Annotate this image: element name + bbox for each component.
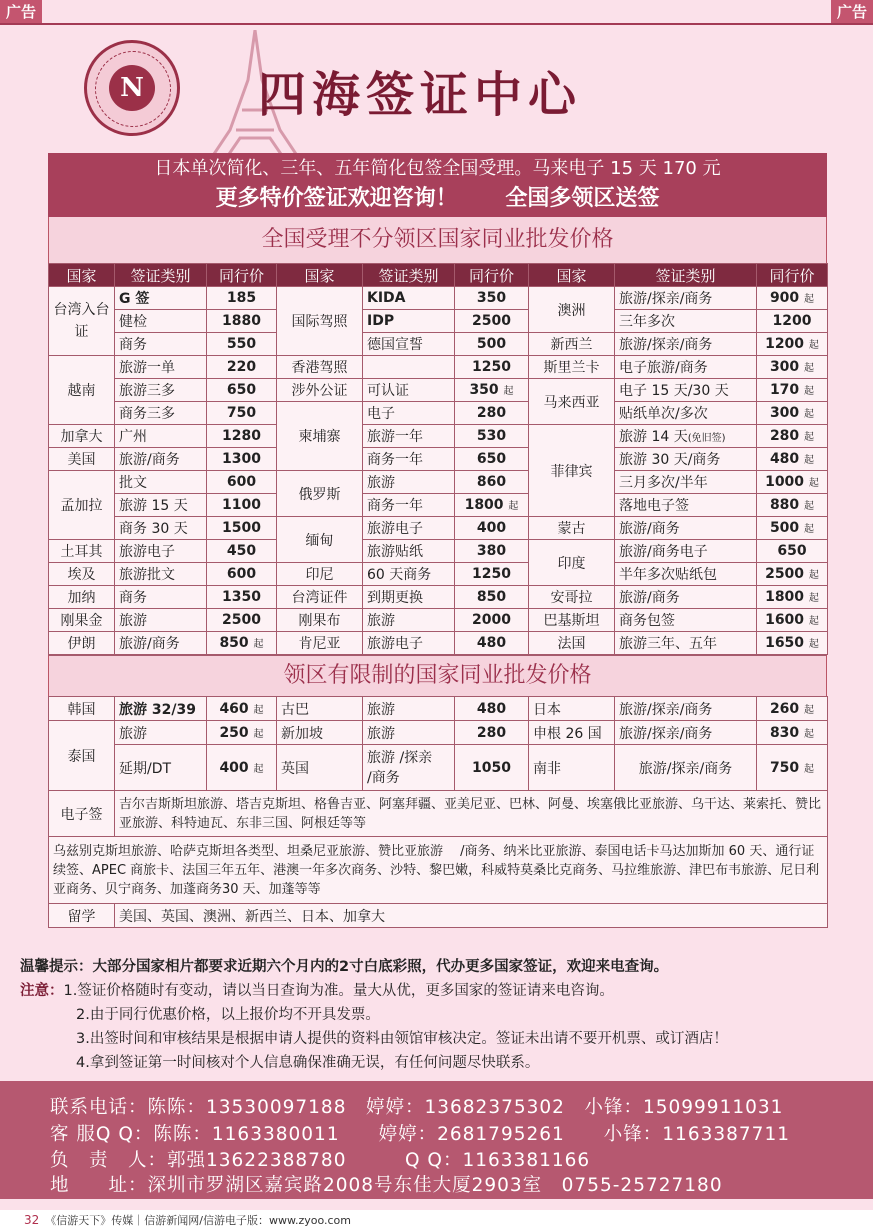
visa-type: 旅游批文 <box>115 563 207 586</box>
contact-qq: 客 服Q Q：陈陈：1163380011 婷婷：2681795261 小锋：1163387711 <box>50 1124 790 1145</box>
country-cell: 申根 26 国 <box>529 721 615 745</box>
header-cell: 国家 <box>529 264 615 287</box>
table-row <box>49 310 828 333</box>
table-row <box>49 356 828 379</box>
visa-type: IDP <box>363 310 455 333</box>
table-row <box>49 494 828 517</box>
price-cell <box>757 448 828 471</box>
price: 1200 <box>765 336 805 352</box>
price: 650 <box>455 448 529 471</box>
country-cell: 斯里兰卡 <box>529 356 615 379</box>
price: 260 <box>769 700 800 717</box>
country-cell: 香港驾照 <box>277 356 363 379</box>
price-cell <box>207 632 277 655</box>
price-suffix: 起 <box>804 704 815 716</box>
country-cell: 缅甸 <box>277 517 363 563</box>
visa-type: 批文 <box>115 471 207 494</box>
header-cell: 国家 <box>277 264 363 287</box>
price-cell <box>757 632 828 655</box>
price-suffix: 起 <box>804 409 815 420</box>
page-number: 32 <box>24 1213 40 1227</box>
price: 1500 <box>207 517 277 540</box>
country-cell: 日本 <box>529 697 615 721</box>
price-suffix: 起 <box>804 455 815 466</box>
table-row <box>49 586 828 609</box>
visa-type: 旅游 <box>363 697 455 721</box>
price-cell <box>757 356 828 379</box>
tips-section <box>20 955 870 1075</box>
price: 480 <box>455 632 529 655</box>
visa-type: 旅游/探亲/商务 <box>615 287 757 310</box>
price: 280 <box>455 402 529 425</box>
price-suffix: 起 <box>804 432 815 443</box>
country-cell: 柬埔寨 <box>277 402 363 471</box>
price-cell <box>757 609 828 632</box>
country-cell: 印度 <box>529 540 615 586</box>
country-cell: 伊朗 <box>49 632 115 655</box>
price: 280 <box>769 428 800 444</box>
price: 1000 <box>765 474 805 490</box>
country-cell: 南非 <box>529 745 615 791</box>
visa-type: 旅游 <box>363 609 455 632</box>
header-cell: 签证类别 <box>115 264 207 287</box>
visa-type: 旅游电子 <box>363 517 455 540</box>
price: 850 <box>219 635 249 651</box>
visa-type: 旅游 /探亲 <box>367 749 433 766</box>
visa-type: G 签 <box>115 287 207 310</box>
price-panel <box>48 153 827 928</box>
country-cell: 电子签 <box>49 791 115 837</box>
country-cell: 泰国 <box>49 721 115 791</box>
visa-type: 旅游/探亲/商务 <box>615 745 757 791</box>
visa-type: 电子 <box>363 402 455 425</box>
visa-type <box>363 356 455 379</box>
visa-type: 旅游/商务电子 <box>615 540 757 563</box>
contact-address: 地 址：深圳市罗湖区嘉宾路2008号东佳大厦2903室 0755-25727180 <box>50 1175 723 1196</box>
note-1-line <box>20 979 870 1003</box>
table-row <box>49 402 828 425</box>
price: 170 <box>769 382 800 398</box>
visa-type: /商务 <box>367 769 400 786</box>
price-cell <box>757 402 828 425</box>
price-cell <box>757 745 828 791</box>
country-cell: 刚果布 <box>277 609 363 632</box>
visa-type: 到期更换 <box>363 586 455 609</box>
price-cell <box>757 517 828 540</box>
price: 220 <box>207 356 277 379</box>
brand-title: 四海签证中心 <box>258 67 583 123</box>
price-suffix: 起 <box>808 478 819 489</box>
price: 1800 <box>464 497 504 513</box>
price: 1800 <box>765 589 805 605</box>
price: 600 <box>207 471 277 494</box>
price: 500 <box>769 520 800 536</box>
price: 750 <box>207 402 277 425</box>
price: 880 <box>769 497 800 513</box>
price: 185 <box>207 287 277 310</box>
price: 1880 <box>207 310 277 333</box>
price-table-2 <box>48 696 828 928</box>
visa-type: 旅游一单 <box>115 356 207 379</box>
country-cell: 美国 <box>49 448 115 471</box>
ad-tag-left: 广告 <box>0 0 42 24</box>
visa-note: (免旧签) <box>687 433 726 444</box>
price-suffix: 起 <box>804 728 815 740</box>
table-row <box>49 609 828 632</box>
note-3: 3.出签时间和审核结果是根据申请人提供的资料由领馆审核决定。签证未出请不要开机票、或订酒店！ <box>76 1031 728 1047</box>
price: 1600 <box>765 612 805 628</box>
visa-type: 旅游 <box>115 609 207 632</box>
price-cell <box>455 494 529 517</box>
price-suffix: 起 <box>253 728 264 740</box>
country-cell: 韩国 <box>49 697 115 721</box>
visa-type: 广州 <box>115 425 207 448</box>
visa-type: 旅游电子 <box>115 540 207 563</box>
note-4: 4.拿到签证第一时间核对个人信息确保准确无误，有任何问题尽快联系。 <box>76 1055 540 1071</box>
country-cell: 台湾证件 <box>277 586 363 609</box>
price: 460 <box>219 700 249 717</box>
visa-type: 旅游 30 天/商务 <box>615 448 757 471</box>
visa-type: 旅游 14 天 <box>619 429 688 445</box>
price: 2500 <box>455 310 529 333</box>
price: 480 <box>769 451 800 467</box>
price: 850 <box>455 586 529 609</box>
price: 830 <box>769 724 800 741</box>
table-row <box>49 632 828 655</box>
visa-type: 旅游/商务 <box>115 448 207 471</box>
price: 600 <box>207 563 277 586</box>
ad-tag-right: 广告 <box>831 0 873 24</box>
country-cell: 安哥拉 <box>529 586 615 609</box>
table-row <box>49 904 828 928</box>
country-cell: 新西兰 <box>529 333 615 356</box>
price: 900 <box>769 290 800 306</box>
visa-type: 旅游/商务 <box>615 586 757 609</box>
visa-type: 半年多次贴纸包 <box>615 563 757 586</box>
section-1-title: 全国受理不分领区国家同业批发价格 <box>48 217 827 263</box>
price: 1200 <box>757 310 828 333</box>
header-cell: 签证类别 <box>363 264 455 287</box>
table-row <box>49 837 828 904</box>
price-cell <box>207 721 277 745</box>
price: 450 <box>207 540 277 563</box>
visa-type: 旅游三年、五年 <box>615 632 757 655</box>
price: 250 <box>219 724 249 741</box>
table-header-row <box>49 264 828 287</box>
visa-type: 可认证 <box>363 379 455 402</box>
country-cell: 加纳 <box>49 586 115 609</box>
table-row <box>49 721 828 745</box>
price: 1250 <box>455 563 529 586</box>
visa-type: 旅游三多 <box>115 379 207 402</box>
table-row <box>49 471 828 494</box>
visa-type: 旅游/商务 <box>615 517 757 540</box>
table-row <box>49 540 828 563</box>
visa-type: 电子 15 天/30 天 <box>615 379 757 402</box>
price: 500 <box>455 333 529 356</box>
visa-type-cell <box>363 745 455 791</box>
header-cell: 国家 <box>49 264 115 287</box>
price: 1650 <box>765 635 805 651</box>
table-row <box>49 745 828 791</box>
study-countries: 美国、英国、澳洲、新西兰、日本、加拿大 <box>115 904 828 928</box>
visa-type: 三月多次/半年 <box>615 471 757 494</box>
note-label: 注意： <box>20 983 64 999</box>
price: 860 <box>455 471 529 494</box>
price-suffix: 起 <box>804 763 815 775</box>
country-cell: 英国 <box>277 745 363 791</box>
price-cell <box>757 697 828 721</box>
price: 2000 <box>455 609 529 632</box>
table-row <box>49 791 828 837</box>
price-cell <box>757 471 828 494</box>
country-cell: 蒙古 <box>529 517 615 540</box>
price: 750 <box>769 759 800 776</box>
price-suffix: 起 <box>808 616 819 627</box>
country-cell: 法国 <box>529 632 615 655</box>
price: 350 <box>469 382 499 398</box>
visa-type: 商务 <box>115 586 207 609</box>
header-cell: 同行价 <box>757 264 828 287</box>
price-cell <box>757 563 828 586</box>
price: 650 <box>757 540 828 563</box>
country-cell: 涉外公证 <box>277 379 363 402</box>
visa-type: 旅游 <box>363 471 455 494</box>
price: 530 <box>455 425 529 448</box>
visa-type: 旅游 <box>363 721 455 745</box>
contact-block <box>0 1081 873 1199</box>
visa-type-cell <box>615 425 757 448</box>
page-footer <box>0 1210 873 1230</box>
price: 2500 <box>207 609 277 632</box>
country-cell: 肯尼亚 <box>277 632 363 655</box>
note-2: 2.由于同行优惠价格，以上报价均不开具发票。 <box>76 1007 380 1023</box>
price: 1050 <box>455 745 529 791</box>
visa-type: 旅游贴纸 <box>363 540 455 563</box>
country-cell: 土耳其 <box>49 540 115 563</box>
price: 300 <box>769 405 800 421</box>
price-cell <box>757 379 828 402</box>
country-cell: 俄罗斯 <box>277 471 363 517</box>
visa-type: 旅游一年 <box>363 425 455 448</box>
misc-services-list: 乌兹别克斯坦旅游、哈萨克斯坦各类型、坦桑尼亚旅游、赞比亚旅游 /商务、纳米比亚旅游、泰国电话卡马达加斯加 60 天、通行证续签、APEC 商旅卡、法国三年五年、港澳一年多次商务、沙特、黎巴嫩，科威特莫桑比克商务、马拉维旅游、津巴布韦旅游、尼日利亚商务、贝宁商务、加蓬商务30 天、加蓬等等 <box>49 837 828 904</box>
price: 2500 <box>765 566 805 582</box>
visa-type: 旅游/探亲/商务 <box>615 697 757 721</box>
price-cell <box>757 721 828 745</box>
price-suffix: 起 <box>804 294 815 305</box>
price: 480 <box>455 697 529 721</box>
price-cell <box>757 287 828 310</box>
price: 1300 <box>207 448 277 471</box>
price-cell <box>757 425 828 448</box>
country-cell: 加拿大 <box>49 425 115 448</box>
country-cell: 孟加拉 <box>49 471 115 540</box>
top-divider <box>0 23 873 25</box>
banner-line-1: 日本单次简化、三年、五年简化包签全国受理。马来电子 15 天 170 元 <box>48 153 827 185</box>
price-suffix: 起 <box>804 386 815 397</box>
visa-type: 电子旅游/商务 <box>615 356 757 379</box>
note-1: 1.签证价格随时有变动，请以当日查询为准。量大从优，更多国家的签证请来电咨询。 <box>63 983 614 999</box>
price-suffix: 起 <box>253 704 264 716</box>
price: 1280 <box>207 425 277 448</box>
price-cell <box>757 494 828 517</box>
table-row <box>49 379 828 402</box>
price-cell <box>455 379 529 402</box>
visa-type: 旅游 32/39 <box>115 697 207 721</box>
visa-type: 商务一年 <box>363 494 455 517</box>
price: 650 <box>207 379 277 402</box>
visa-type: 旅游电子 <box>363 632 455 655</box>
price-suffix: 起 <box>808 340 819 351</box>
price-suffix: 起 <box>508 501 519 512</box>
price: 300 <box>769 359 800 375</box>
visa-type: 旅游 15 天 <box>115 494 207 517</box>
price: 350 <box>455 287 529 310</box>
header-cell: 签证类别 <box>615 264 757 287</box>
visa-type: KIDA <box>363 287 455 310</box>
footer-text: 《信游天下》传媒｜信游新闻网/信游电子版：www.zyoo.com <box>45 1214 352 1227</box>
section-2-title: 领区有限制的国家同业批发价格 <box>48 655 827 696</box>
price: 1250 <box>455 356 529 379</box>
visa-type: 商务 <box>115 333 207 356</box>
price-suffix: 起 <box>808 639 819 650</box>
visa-type: 落地电子签 <box>615 494 757 517</box>
price-table-1 <box>48 263 828 655</box>
visa-type: 旅游 <box>115 721 207 745</box>
visa-type: 旅游/探亲/商务 <box>615 721 757 745</box>
visa-type: 健检 <box>115 310 207 333</box>
country-cell: 越南 <box>49 356 115 425</box>
visa-type: 商务一年 <box>363 448 455 471</box>
price: 380 <box>455 540 529 563</box>
country-cell: 国际驾照 <box>277 287 363 356</box>
e-visa-list: 吉尔吉斯斯坦旅游、塔吉克斯坦、格鲁吉亚、阿塞拜疆、亚美尼亚、巴林、阿曼、埃塞俄比亚旅游、乌干达、莱索托、赞比亚旅游、科特迪瓦、东非三国、阿根廷等等 <box>115 791 828 837</box>
banner-multi-region: 全国多领区送签 <box>505 186 660 211</box>
price-cell <box>207 697 277 721</box>
price-suffix: 起 <box>808 593 819 604</box>
warm-tip: 温馨提示：大部分国家相片都要求近期六个月内的2寸白底彩照，代办更多国家签证，欢迎来电查询。 <box>20 959 669 975</box>
price-suffix: 起 <box>804 501 815 512</box>
header-cell: 同行价 <box>455 264 529 287</box>
country-cell: 澳洲 <box>529 287 615 333</box>
country-cell: 巴基斯坦 <box>529 609 615 632</box>
table-row <box>49 333 828 356</box>
banner-line-2 <box>48 185 827 217</box>
price: 1100 <box>207 494 277 517</box>
visa-type: 60 天商务 <box>363 563 455 586</box>
table-row <box>49 448 828 471</box>
price-suffix: 起 <box>503 386 514 397</box>
contact-phone: 联系电话：陈陈：13530097188 婷婷：13682375302 小锋：15099911031 <box>50 1097 784 1118</box>
table-row <box>49 287 828 310</box>
price: 400 <box>455 517 529 540</box>
price-cell <box>757 586 828 609</box>
country-cell: 菲律宾 <box>529 425 615 517</box>
country-cell: 印尼 <box>277 563 363 586</box>
table-row <box>49 563 828 586</box>
price-cell <box>207 745 277 791</box>
country-cell: 埃及 <box>49 563 115 586</box>
seal-letter: N <box>109 65 155 111</box>
visa-type: 贴纸单次/多次 <box>615 402 757 425</box>
price: 280 <box>455 721 529 745</box>
header-cell: 同行价 <box>207 264 277 287</box>
price-suffix: 起 <box>253 639 264 650</box>
visa-type: 旅游/探亲/商务 <box>615 333 757 356</box>
top-bar <box>0 0 873 24</box>
visa-type: 三年多次 <box>615 310 757 333</box>
price-suffix: 起 <box>253 763 264 775</box>
country-cell: 马来西亚 <box>529 379 615 425</box>
visa-type: 商务包签 <box>615 609 757 632</box>
country-cell: 留学 <box>49 904 115 928</box>
price: 1350 <box>207 586 277 609</box>
visa-type: 商务三多 <box>115 402 207 425</box>
table-row <box>49 425 828 448</box>
brand-seal-logo <box>84 40 180 136</box>
price-cell <box>757 333 828 356</box>
price-suffix: 起 <box>804 363 815 374</box>
table-row <box>49 697 828 721</box>
price-suffix: 起 <box>808 570 819 581</box>
visa-type: 商务 30 天 <box>115 517 207 540</box>
visa-type: 德国宣誓 <box>363 333 455 356</box>
price: 550 <box>207 333 277 356</box>
banner-consult: 更多特价签证欢迎咨询！ <box>215 186 458 211</box>
price-suffix: 起 <box>804 524 815 535</box>
price: 400 <box>219 759 249 776</box>
country-cell: 刚果金 <box>49 609 115 632</box>
table-row <box>49 517 828 540</box>
country-cell: 新加坡 <box>277 721 363 745</box>
contact-person: 负 责 人：郭强13622388780 Q Q：1163381166 <box>50 1150 591 1171</box>
visa-type: 旅游/商务 <box>115 632 207 655</box>
country-cell: 台湾入台证 <box>49 287 115 356</box>
visa-type: 延期/DT <box>115 745 207 791</box>
country-cell: 古巴 <box>277 697 363 721</box>
